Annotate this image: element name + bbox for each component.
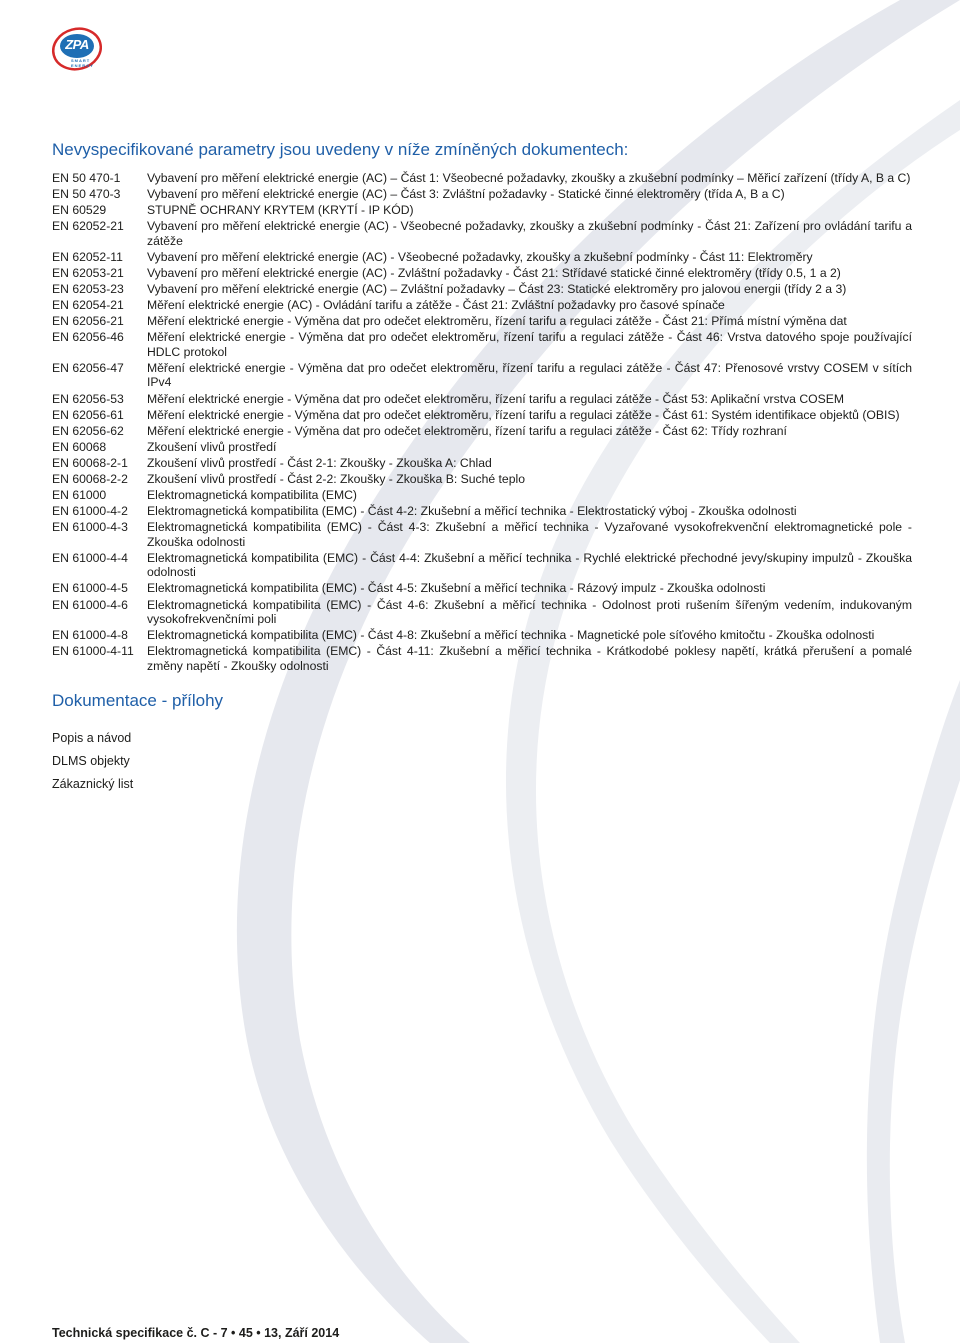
logo-text: ZPA <box>65 37 89 52</box>
standard-description: Vybavení pro měření elektrické energie (AC) – Část 1: Všeobecné požadavky, zkoušky a zkušební podmínky – Měřicí zařízení (třídy A, B a C) <box>147 171 911 185</box>
standard-description: Měření elektrické energie - Výměna dat pro odečet elektroměru, řízení tarifu a regulaci zátěže - Část 47: Přenosové vrstvy COSEM v sítích IPv4 <box>147 360 912 390</box>
standard-row <box>52 187 912 202</box>
standard-description: Elektromagnetická kompatibilita (EMC) <box>147 488 357 503</box>
standard-row <box>52 171 912 186</box>
standard-description: Elektromagnetická kompatibilita (EMC) - Část 4-6: Zkušební a měřicí technika - Odolnost proti rušením šířeným vedením, indukovaným vysokofrekvenčními poli <box>147 597 912 627</box>
standard-description: Měření elektrické energie (AC) - Ovládání tarifu a zátěže - Část 21: Zvláštní požadavky pro časové spínače <box>147 298 725 313</box>
standard-row <box>52 440 912 455</box>
standard-code: EN 61000-4-8 <box>52 628 128 643</box>
standard-code: EN 62052-11 <box>52 249 123 264</box>
section-title: Nevyspecifikované parametry jsou uvedeny v níže zmíněných dokumentech: <box>52 140 629 159</box>
standard-code: EN 61000-4-3 <box>52 520 128 535</box>
standard-description: Vybavení pro měření elektrické energie (AC) – Část 3: Zvláštní požadavky - Statické činné elektroměry (třída A, B a C) <box>147 187 785 202</box>
standard-description: Měření elektrické energie - Výměna dat pro odečet elektroměru, řízení tarifu a regulaci zátěže - Část 53: Aplikační vrstva COSEM <box>147 391 845 406</box>
standard-code: EN 60529 <box>52 203 107 218</box>
standard-description: Vybavení pro měření elektrické energie (AC) - Zvláštní požadavky - Část 21: Střídavé statické činné elektroměry (třídy 0.5, 1 a 2) <box>147 265 841 280</box>
standard-code: EN 62056-47 <box>52 360 124 375</box>
standard-row <box>52 250 912 265</box>
standard-description: Elektromagnetická kompatibilita (EMC) - Část 4-11: Zkušební a měřicí technika - Krátkodobé poklesy napětí, krátká přerušení a pomalé změny napětí - Zkoušky odolnosti <box>147 644 912 673</box>
standard-code: EN 62053-23 <box>52 282 124 297</box>
standard-code: EN 62056-62 <box>52 423 124 438</box>
standard-code: EN 61000-4-5 <box>52 581 128 596</box>
standard-row <box>52 298 912 313</box>
standard-row <box>52 203 912 218</box>
logo-subtext: ENERGY <box>71 63 94 68</box>
standard-description: Zkoušení vlivů prostředí - Část 2-1: Zkoušky - Zkouška A: Chlad <box>147 455 492 470</box>
standard-description: Elektromagnetická kompatibilita (EMC) - Část 4-4: Zkušební a měřicí technika - Rychlé elektrické přechodné jevy/skupiny impulzů - Zkouška odolnosti <box>147 550 912 580</box>
standard-description: Vybavení pro měření elektrické energie (AC) - Všeobecné požadavky, zkoušky a zkušební podmínky - Část 11: Elektroměry <box>147 249 813 264</box>
standard-code: EN 61000-4-2 <box>52 504 128 519</box>
standard-row <box>52 520 912 549</box>
standard-code: EN 62054-21 <box>52 298 124 313</box>
standard-row <box>52 361 912 390</box>
standard-code: EN 61000 <box>52 488 107 503</box>
standard-code: EN 61000-4-4 <box>52 550 128 565</box>
standard-code: EN 61000-4-11 <box>52 644 134 659</box>
standard-description: STUPNĚ OCHRANY KRYTEM (KRYTÍ - IP KÓD) <box>147 203 414 218</box>
doc-item: DLMS objekty <box>52 754 130 769</box>
standard-code: EN 62056-53 <box>52 391 124 406</box>
standard-code: EN 62052-21 <box>52 219 124 234</box>
standard-code: EN 62056-46 <box>52 330 124 345</box>
standard-row <box>52 408 912 423</box>
page-footer: Technická specifikace č. C - 7 • 45 • 13, Září 2014 <box>52 1326 340 1340</box>
standard-row <box>52 266 912 281</box>
standard-row <box>52 628 912 643</box>
standard-row <box>52 504 912 519</box>
docs-list <box>52 731 912 792</box>
standard-row <box>52 314 912 329</box>
standard-row <box>52 472 912 487</box>
standard-code: EN 61000-4-6 <box>52 597 128 612</box>
standard-code: EN 62056-21 <box>52 314 124 329</box>
standard-row <box>52 219 912 248</box>
standard-description: Zkoušení vlivů prostředí <box>147 439 277 454</box>
standard-row <box>52 644 912 673</box>
logo-subtext: SMART <box>71 58 91 63</box>
standard-description: Elektromagnetická kompatibilita (EMC) - Část 4-5: Zkušební a měřicí technika - Rázový impulz - Zkouška odolnosti <box>147 581 766 596</box>
doc-item: Zákaznický list <box>52 777 134 792</box>
standard-row <box>52 392 912 407</box>
standard-row <box>52 424 912 439</box>
standard-row <box>52 456 912 471</box>
docs-title: Dokumentace - přílohy <box>52 691 224 711</box>
standard-code: EN 60068-2-1 <box>52 455 128 470</box>
standard-description: Vybavení pro měření elektrické energie (AC) – Zvláštní požadavky – Část 23: Statické elektroměry pro jalovou energii (třídy 2 a 3) <box>147 282 847 297</box>
standard-code: EN 50 470-1 <box>52 171 121 185</box>
standard-code: EN 60068-2-2 <box>52 472 128 486</box>
main-content <box>52 140 912 800</box>
standard-description: Měření elektrické energie - Výměna dat pro odečet elektroměru, řízení tarifu a regulaci zátěže - Část 21: Přímá místní výměna dat <box>147 314 847 329</box>
standard-description: Elektromagnetická kompatibilita (EMC) - Část 4-2: Zkušební a měřicí technika - Elektrostatický výboj - Zkouška odolnosti <box>147 504 797 519</box>
standard-description: Elektromagnetická kompatibilita (EMC) - Část 4-8: Zkušební a měřicí technika - Magnetické pole síťového kmitočtu - Zkouška odolnosti <box>147 628 875 643</box>
standard-description: Elektromagnetická kompatibilita (EMC) - Část 4-3: Zkušební a měřicí technika - Vyzařované vysokofrekvenční elektromagnetické pole - Zkouška odolnosti <box>147 520 912 549</box>
standard-description: Vybavení pro měření elektrické energie (AC) - Všeobecné požadavky, zkoušky a zkušební podmínky - Část 21: Zařízení pro ovládání tarifu a zátěže <box>147 219 912 248</box>
standard-description: Měření elektrické energie - Výměna dat pro odečet elektroměru, řízení tarifu a regulaci zátěže - Část 62: Třídy rozhraní <box>147 423 787 438</box>
standard-row <box>52 282 912 297</box>
standard-row <box>52 581 912 596</box>
standard-code: EN 50 470-3 <box>52 187 121 202</box>
standard-code: EN 60068 <box>52 439 107 454</box>
standard-code: EN 62056-61 <box>52 407 124 422</box>
doc-item: Popis a návod <box>52 731 132 746</box>
standard-row <box>52 488 912 503</box>
standard-description: Měření elektrické energie - Výměna dat pro odečet elektroměru, řízení tarifu a regulaci zátěže - Část 46: Vrstva datového spoje používající HDLC protokol <box>147 330 912 359</box>
standard-description: Zkoušení vlivů prostředí - Část 2-2: Zkoušky - Zkouška B: Suché teplo <box>147 472 525 486</box>
standard-row <box>52 551 912 580</box>
standard-description: Měření elektrické energie - Výměna dat pro odečet elektroměru, řízení tarifu a regulaci zátěže - Část 61: Systém identifikace objektů (OBIS) <box>147 407 900 422</box>
standard-code: EN 62053-21 <box>52 265 124 280</box>
standards-list <box>52 171 912 673</box>
standard-row <box>52 598 912 627</box>
standard-row <box>52 330 912 359</box>
